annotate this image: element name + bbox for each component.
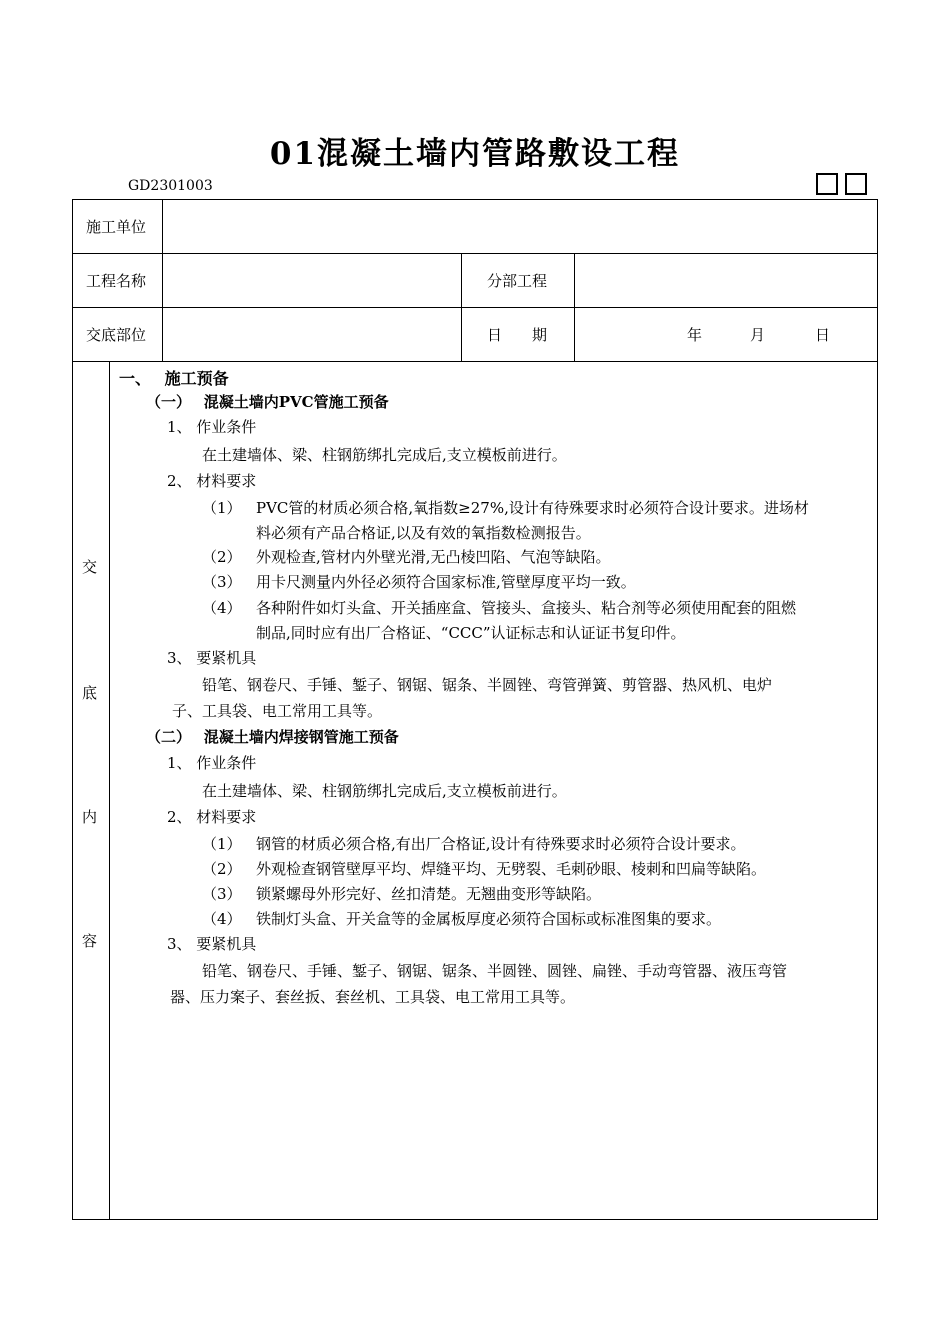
item-heading: 2、 材料要求 <box>167 472 257 490</box>
row-divider <box>72 361 878 362</box>
unit-field[interactable] <box>163 200 877 253</box>
list-item: 制品,同时应有出厂合格证、“CCC”认证标志和认证证书复印件。 <box>256 624 686 642</box>
item-heading: 3、 要紧机具 <box>167 649 257 667</box>
side-label-char: 内 <box>82 808 98 826</box>
date-year-label: 年 <box>687 325 703 344</box>
date-month-label: 月 <box>750 325 766 344</box>
list-item: 外观检查钢管壁厚平均、焊缝平均、无劈裂、毛刺砂眼、棱刺和凹扁等缺陷。 <box>256 860 767 878</box>
date-day-label: 日 <box>815 325 831 344</box>
unit-label: 施工单位 <box>86 217 147 236</box>
checkbox-square[interactable] <box>845 173 867 195</box>
paragraph: 铅笔、钢卷尺、手锤、錾子、钢锯、锯条、半圆锉、圆锉、扁锉、手动弯管器、液压弯管 <box>202 962 788 980</box>
branch-field[interactable] <box>575 254 877 307</box>
list-number: （4） <box>202 910 242 928</box>
subsection-heading: （一） 混凝土墙内PVC管施工预备 <box>146 393 389 411</box>
list-item: 铁制灯头盒、开关盒等的金属板厚度必须符合国标或标准图集的要求。 <box>256 910 722 928</box>
side-label-char: 交 <box>82 558 98 576</box>
list-item: 用卡尺测量内外径必须符合国家标准,管壁厚度平均一致。 <box>256 573 636 591</box>
column-divider <box>461 253 462 361</box>
page-title: 01混凝土墙内管路敷设工程 <box>269 136 681 172</box>
section-heading: 一、 施工预备 <box>119 369 229 388</box>
subsection-heading: （二） 混凝土墙内焊接钢管施工预备 <box>146 728 399 746</box>
list-item: PVC管的材质必须合格,氧指数≥27%,设计有待殊要求时必须符合设计要求。进场材 <box>256 499 809 517</box>
paragraph: 在土建墙体、梁、柱钢筋绑扎完成后,支立模板前进行。 <box>202 782 567 800</box>
document-code: GD2301003 <box>128 178 213 194</box>
list-number: （2） <box>202 860 242 878</box>
project-field[interactable] <box>163 254 460 307</box>
checkbox-square[interactable] <box>816 173 838 195</box>
list-item: 锁紧螺母外形完好、丝扣清楚。无翘曲变形等缺陷。 <box>256 885 602 903</box>
list-number: （3） <box>202 885 242 903</box>
item-heading: 2、 材料要求 <box>167 808 257 826</box>
project-label: 工程名称 <box>86 271 147 290</box>
paragraph: 铅笔、钢卷尺、手锤、錾子、钢锯、锯条、半圆锉、弯管弹簧、剪管器、热风机、电炉 <box>202 676 773 694</box>
side-label-char: 容 <box>82 932 98 950</box>
paragraph: 器、压力案子、套丝扳、套丝机、工具袋、电工常用工具等。 <box>170 988 576 1006</box>
branch-label: 分部工程 <box>487 271 548 290</box>
list-number: （1） <box>202 499 242 517</box>
paragraph: 子、工具袋、电工常用工具等。 <box>172 702 383 720</box>
checkbox-group <box>816 173 867 195</box>
list-item: 各种附件如灯头盒、开关插座盒、管接头、盒接头、粘合剂等必须使用配套的阻燃 <box>256 599 797 617</box>
date-label: 日 期 <box>487 325 548 344</box>
list-item: 料必须有产品合格证,以及有效的氧指数检测报告。 <box>256 524 591 542</box>
list-item: 钢管的材质必须合格,有出厂合格证,设计有待殊要求时必须符合设计要求。 <box>256 835 746 853</box>
part-field[interactable] <box>163 308 460 361</box>
list-number: （4） <box>202 599 242 617</box>
column-divider <box>109 361 110 1220</box>
list-number: （3） <box>202 573 242 591</box>
item-heading: 3、 要紧机具 <box>167 935 257 953</box>
part-label: 交底部位 <box>86 325 147 344</box>
list-number: （1） <box>202 835 242 853</box>
side-label-char: 底 <box>82 684 98 702</box>
item-heading: 1、 作业条件 <box>167 754 257 772</box>
paragraph: 在土建墙体、梁、柱钢筋绑扎完成后,支立模板前进行。 <box>202 446 567 464</box>
list-number: （2） <box>202 548 242 566</box>
list-item: 外观检查,管材内外壁光滑,无凸棱凹陷、气泡等缺陷。 <box>256 548 611 566</box>
item-heading: 1、 作业条件 <box>167 418 257 436</box>
